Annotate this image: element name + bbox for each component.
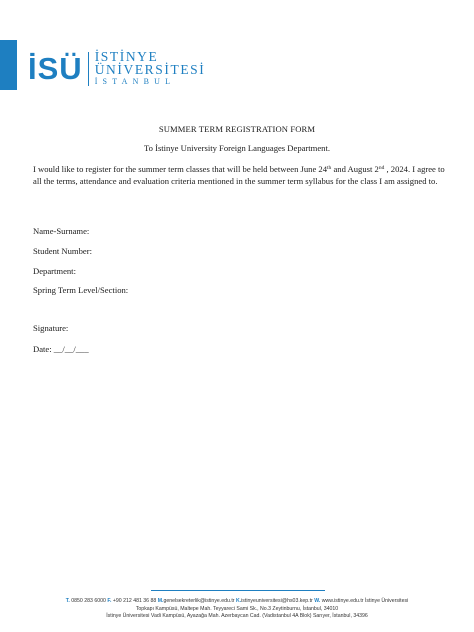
footer-email[interactable]: genelsekreterlik@istinye.edu.tr: [163, 598, 235, 604]
logo-line-1: İSTİNYE: [94, 49, 159, 64]
footer-kep[interactable]: istinyeuniversitesi@hs03.kep.tr: [241, 598, 313, 604]
footer-contact-line: [0, 598, 474, 604]
signature-label: Signature:: [33, 323, 69, 333]
intro-paragraph: [33, 163, 445, 187]
footer-address-2: İstinye Üniversitesi Vadi Kampüsü, Ayazağa Mah. Azerbaycan Cad. (Vadistanbul 4A Blok) Sarıyer, İstanbul, 34396: [106, 613, 368, 619]
footer-m-key: M.: [157, 598, 164, 604]
intro-text-b: and August 2: [331, 164, 379, 174]
footer-w-key: W.: [314, 598, 321, 604]
logo-divider: [88, 52, 89, 86]
logo-line-3: İSTANBUL: [94, 77, 176, 86]
footer-k-key: K.: [235, 598, 242, 604]
logo-mark: İSÜ: [28, 51, 83, 86]
student-number-label: Student Number:: [33, 246, 92, 256]
intro-sup-th: th: [327, 165, 332, 171]
footer-t-key: T.: [65, 598, 70, 604]
brand-bar: [0, 40, 17, 90]
date-label: Date: __/__/___: [33, 344, 89, 354]
form-subtitle: To İstinye University Foreign Languages Department.: [143, 143, 331, 153]
intro-text-a: I would like to register for the summer term classes that will be held between June 24: [33, 164, 328, 174]
footer-address-1: Topkapı Kampüsü, Maltepe Mah. Teyyareci Sami Sk., No.3 Zeytinburnu, İstanbul, 34010: [135, 606, 339, 612]
logo-line-2: ÜNİVERSİTESİ: [94, 62, 206, 77]
footer-phone: 0850 283 6000: [71, 598, 106, 604]
intro-sup-nd: nd: [378, 165, 385, 171]
footer-fax: +90 212 481 36 88: [112, 598, 157, 604]
department-label: Department:: [33, 266, 76, 276]
intro-text-c: , 2024. I agree to all the terms, attendance and evaluation criteria mentioned in the summer term syllabus for the class I am assigned to.: [33, 164, 445, 186]
footer-f-key: F.: [107, 598, 112, 604]
spring-term-level-label: Spring Term Level/Section:: [33, 285, 129, 295]
footer-web[interactable]: www.istinye.edu.tr İstinye Üniversitesi: [321, 598, 409, 604]
name-surname-label: Name-Surname:: [33, 226, 90, 236]
logo-wordmark: [95, 50, 206, 87]
footer-rule: [151, 590, 325, 591]
form-title: SUMMER TERM REGISTRATION FORM: [158, 124, 316, 134]
university-logo: [28, 50, 205, 87]
